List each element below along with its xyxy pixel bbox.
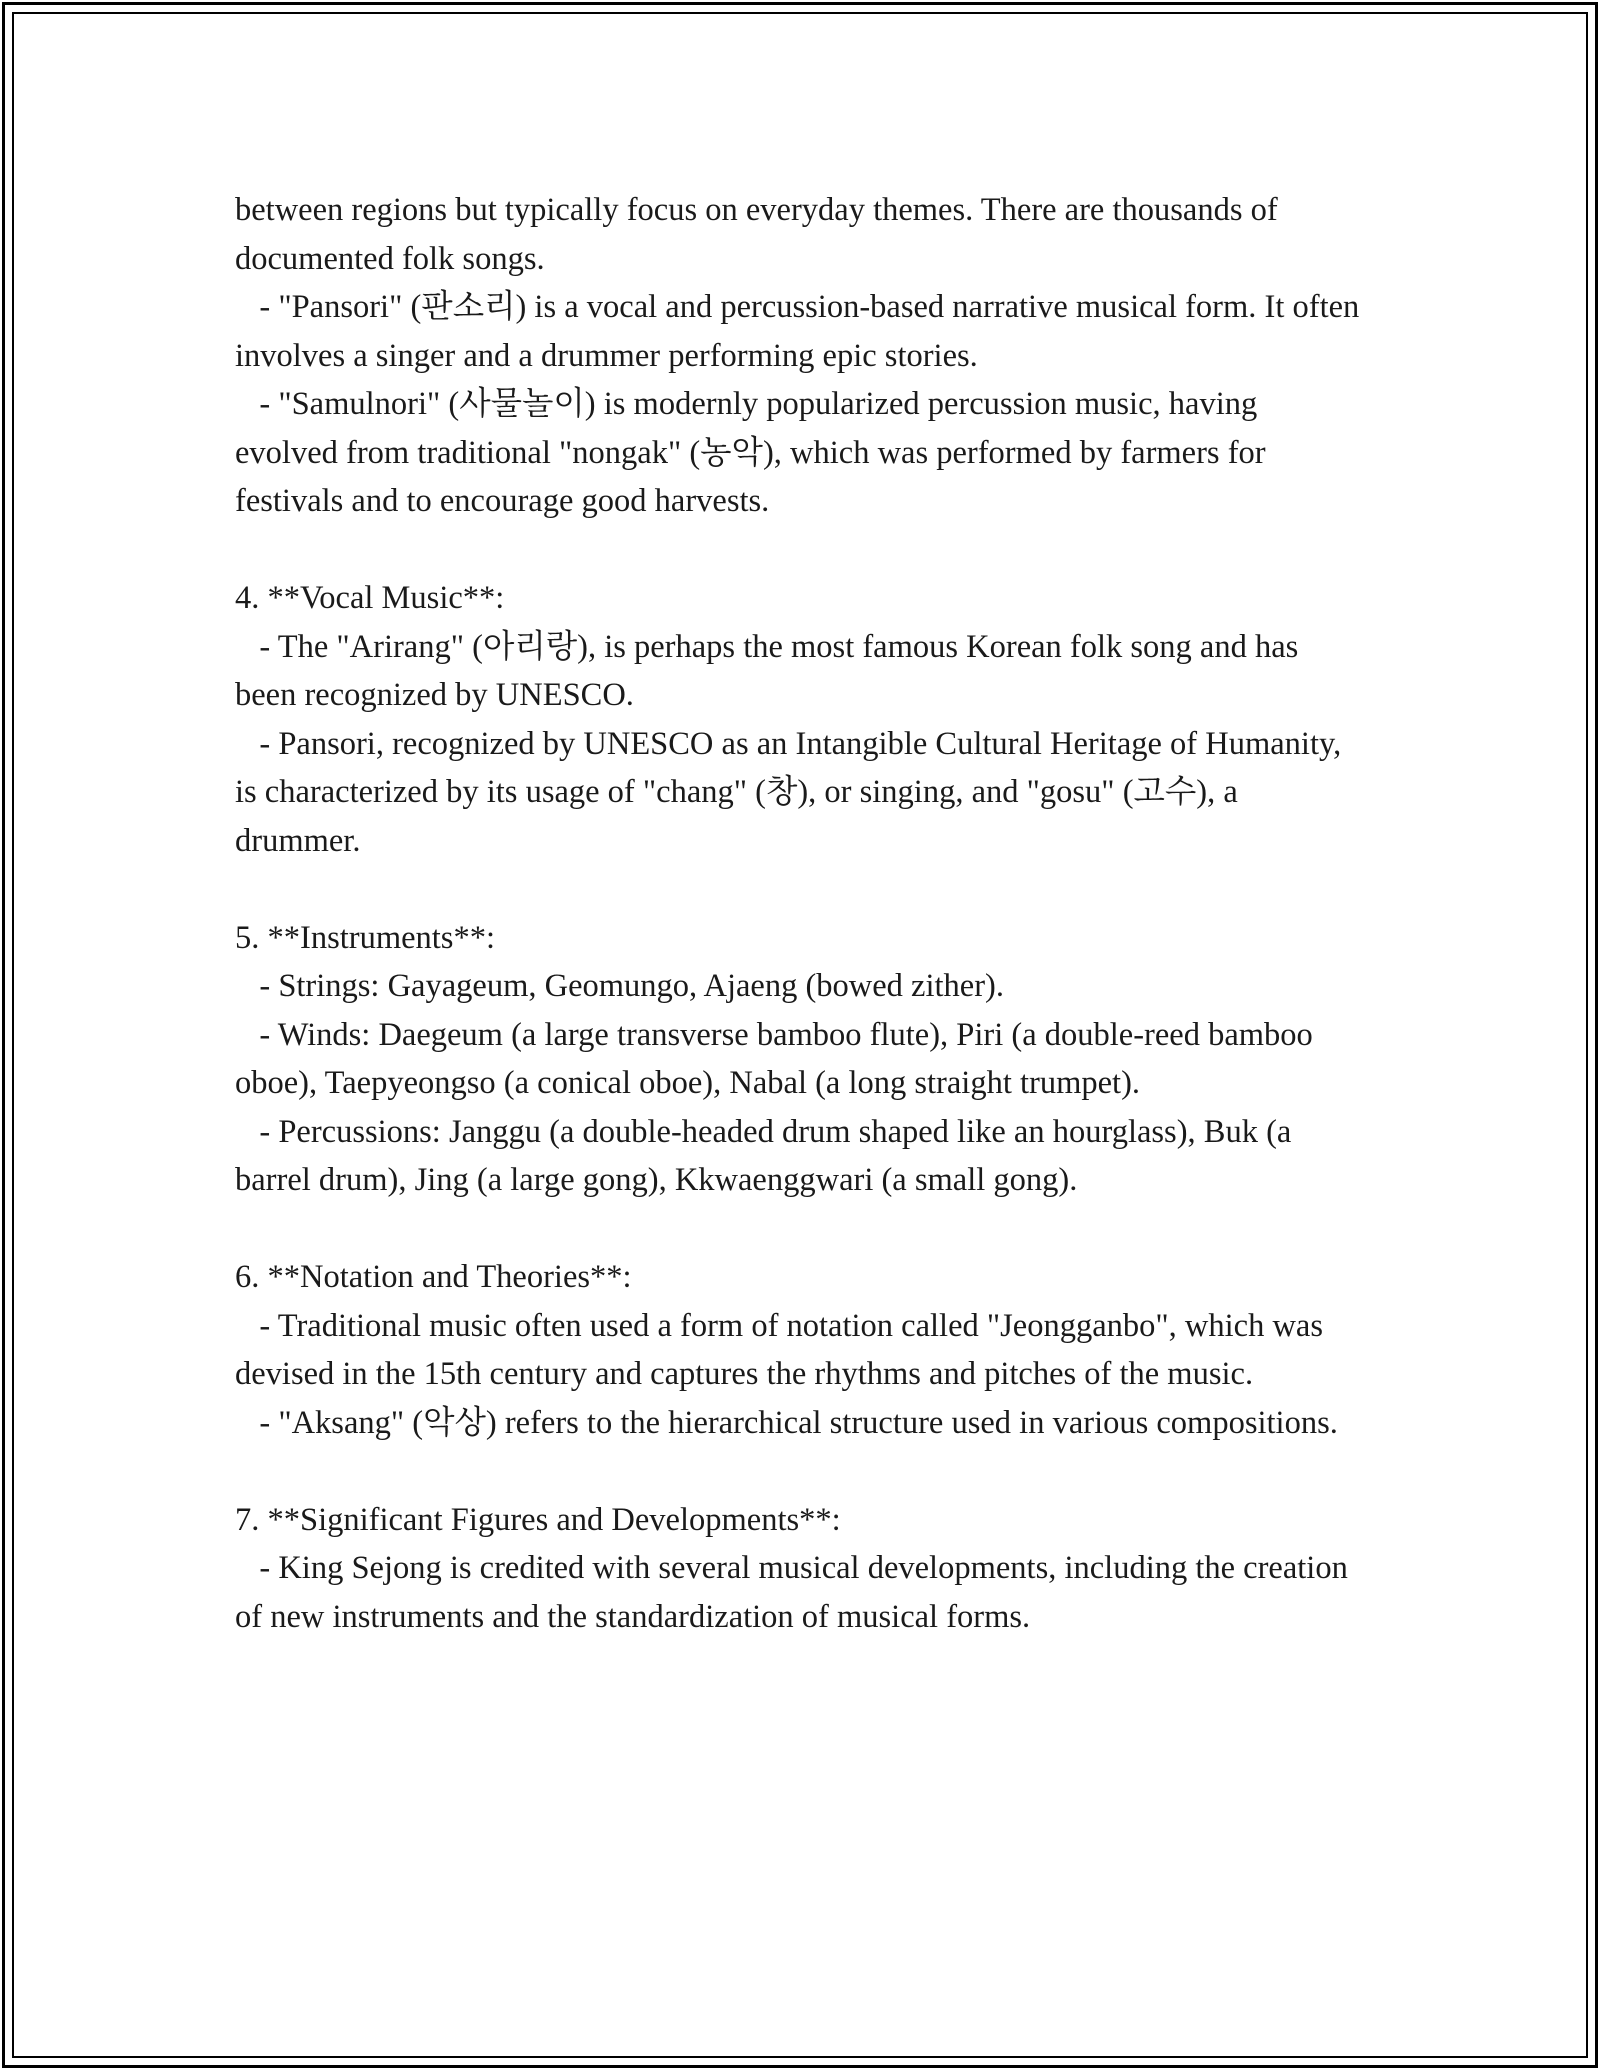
paragraph-gap: [235, 1205, 1365, 1254]
paragraph-gap: [235, 1447, 1365, 1496]
paragraph: - Pansori, recognized by UNESCO as an Intangible Cultural Heritage of Humanity, is characterized by its usage of "chang" (창), or singing, and "gosu" (고수), a drummer.: [235, 725, 1350, 859]
paragraph: - Winds: Daegeum (a large transverse bamboo flute), Piri (a double-reed bamboo oboe), Taepyeongso (a conical oboe), Nabal (a long straight trumpet).: [235, 1016, 1321, 1101]
paragraph: - "Samulnori" (사물놀이) is modernly popularized percussion music, having evolved from traditional "nongak" (농악), which was performed by farmers for festivals and to encourage good harvests.: [235, 386, 1274, 519]
paragraph-gap: [235, 526, 1365, 575]
document-body: [235, 186, 1368, 1641]
paragraph: - Percussions: Janggu (a double-headed drum shaped like an hourglass), Buk (a barrel drum), Jing (a large gong), Kkwaenggwari (a small gong).: [235, 1113, 1300, 1198]
paragraph: 4. **Vocal Music**:: [235, 580, 505, 616]
paragraph: between regions but typically focus on everyday themes. There are thousands of documented folk songs.: [235, 192, 1286, 277]
paragraph-gap: [235, 865, 1365, 914]
paragraph: - "Pansori" (판소리) is a vocal and percussion-based narrative musical form. It often involves a singer and a drummer performing epic stories.: [235, 289, 1368, 374]
paragraph: 7. **Significant Figures and Developments**:: [235, 1501, 841, 1538]
paragraph: 6. **Notation and Theories**:: [235, 1259, 632, 1295]
paragraph: - King Sejong is credited with several musical developments, including the creation of new instruments and the standardization of musical forms.: [235, 1550, 1356, 1635]
paragraph: 5. **Instruments**:: [235, 919, 495, 956]
paragraph: - The "Arirang" (아리랑), is perhaps the most famous Korean folk song and has been recognized by UNESCO.: [235, 628, 1307, 713]
paragraph: - Traditional music often used a form of notation called "Jeongganbo", which was devised in the 15th century and captures the rhythms and pitches of the music.: [235, 1307, 1332, 1392]
paragraph: - Strings: Gayageum, Geomungo, Ajaeng (bowed zither).: [235, 968, 1004, 1004]
paragraph: - "Aksang" (악상) refers to the hierarchical structure used in various compositions.: [235, 1404, 1338, 1441]
